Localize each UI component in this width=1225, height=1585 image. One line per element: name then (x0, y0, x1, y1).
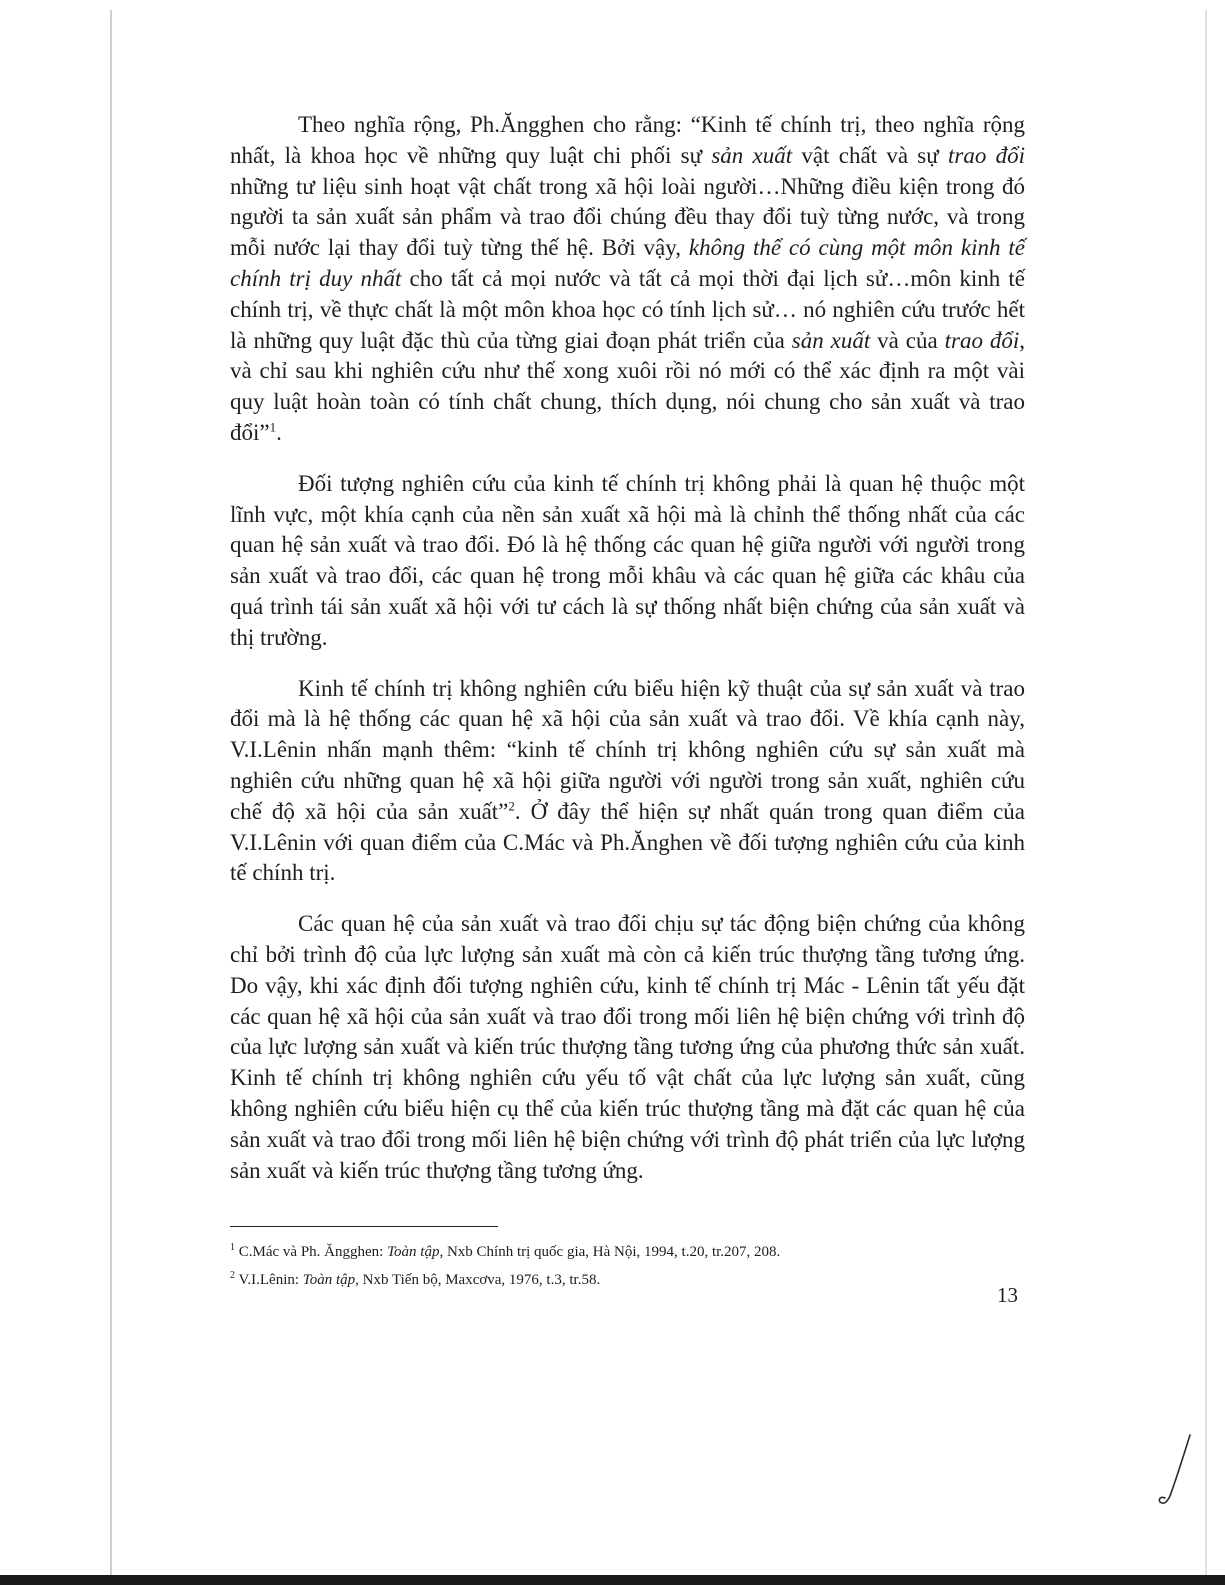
text-run: Các quan hệ của sản xuất và trao đổi chịu sự tác động biện chứng của không chỉ bởi trình độ của lực lượng sản xuất mà còn cả kiến trúc thượng tầng tương ứng. Do vậy, khi xác định đối tượng nghiên cứu, kinh tế chính trị Mác - Lênin tất yếu đặt các quan hệ xã hội của sản xuất và trao đổi trong mối liên hệ biện chứng với trình độ của lực lượng sản xuất và kiến trúc thượng tầng tương ứng của phương thức sản xuất. Kinh tế chính trị không nghiên cứu yếu tố vật chất của lực lượng sản xuất, cũng không nghiên cứu biểu hiện cụ thể của kiến trúc thượng tầng mà đặt các quan hệ của sản xuất và trao đổi trong mối liên hệ biện chứng với trình độ phát triển của lực lượng sản xuất và kiến trúc thượng tầng tương ứng. (230, 911, 1025, 1183)
text-run: và của (870, 327, 945, 353)
paragraph (230, 909, 1025, 1186)
paragraph (230, 674, 1025, 890)
italic-run: Toàn tập (302, 1272, 356, 1288)
handwritten-check-mark (1148, 1432, 1198, 1512)
italic-run: trao đổi (948, 142, 1025, 168)
paragraph (230, 110, 1025, 449)
italic-run: sản xuất (791, 327, 871, 353)
footnote-ref: 2 (508, 798, 515, 814)
text-run: . Ở đây thể hiện sự nhất quán trong quan điểm của V.I.Lênin với quan điểm của C.Mác và Ph.Ănghen về đối tượng nghiên cứu của kinh tế chính trị. (230, 798, 1026, 886)
text-run: Kinh tế chính trị không nghiên cứu biểu hiện kỹ thuật của sự sản xuất và trao đổi mà là hệ thống các quan hệ xã hội của sản xuất và trao đổi. Về khía cạnh này, V.I.Lênin nhấn mạnh thêm: “kinh tế chính trị không nghiên cứu sự sản xuất mà nghiên cứu những quan hệ xã hội giữa người với người trong sản xuất, nghiên cứu chế độ xã hội của sản xuất” (230, 675, 1025, 824)
text-run: Theo nghĩa rộng, Ph.Ăngghen cho rằng: “Kinh tế chính trị, theo nghĩa rộng nhất, là khoa học về những quy luật chi phối sự (230, 112, 1025, 168)
text-run: , Nxb Tiến bộ, Maxcơva, 1976, t.3, tr.58. (355, 1272, 601, 1288)
page-body (230, 110, 1025, 1206)
footnote-separator (230, 1226, 498, 1227)
text-run: , và chỉ sau khi nghiên cứu như thế xong xuôi rồi nó mới có thể xác định ra một vài quy luật hoàn toàn có tính chất chung, thích dụng, nói chung cho sản xuất và trao đổi” (230, 327, 1025, 445)
page-number: 13 (997, 1283, 1018, 1307)
text-run: Đối tượng nghiên cứu của kinh tế chính trị không phải là quan hệ thuộc một lĩnh vực, một khía cạnh của nền sản xuất xã hội mà là chỉnh thể thống nhất của các quan hệ sản xuất và trao đổi. Đó là hệ thống các quan hệ giữa người với người trong sản xuất và trao đổi, các quan hệ trong mỗi khâu và các quan hệ giữa các khâu của quá trình tái sản xuất xã hội với tư cách là sự thống nhất biện chứng của sản xuất và thị trường. (230, 470, 1025, 650)
text-run: C.Mác và Ph. Ăngghen: (235, 1244, 388, 1260)
italic-run: sản xuất (711, 142, 793, 168)
scan-edge-right (1205, 10, 1207, 1575)
text-run: vật chất và sự (792, 142, 948, 168)
paragraph (230, 469, 1025, 654)
footnote-ref: 2 (230, 1270, 235, 1281)
text-run: Nxb Chính trị quốc gia, Hà Nội, 1994, t.20, tr.207, 208. (443, 1244, 781, 1260)
italic-run: trao đổi (944, 327, 1020, 353)
footnote (230, 1264, 1025, 1292)
text-run: V.I.Lênin: (235, 1272, 303, 1288)
footnotes (230, 1236, 1025, 1292)
italic-run: không thể có cùng một môn kinh tế chính trị duy nhất (230, 235, 1025, 291)
text-run: cho tất cả mọi nước và tất cả mọi thời đại lịch sử…môn kinh tế chính trị, về thực chất là một môn khoa học có tính lịch sử… nó nghiên cứu trước hết là những quy luật đặc thù của từng giai đoạn phát triển của (230, 265, 1026, 353)
scan-bottom-edge (0, 1575, 1225, 1585)
footnote (230, 1236, 1025, 1264)
text-run: những tư liệu sinh hoạt vật chất trong xã hội loài người…Những điều kiện trong đó người ta sản xuất sản phẩm và trao đổi chúng đều thay đổi tuỳ từng nước, và trong mỗi nước lại thay đổi tuỳ từng thế hệ. Bởi vậy, (230, 173, 1025, 261)
scan-edge-left (110, 10, 112, 1575)
footnote-ref: 1 (230, 1242, 235, 1253)
text-run: . (276, 419, 282, 445)
italic-run: Toàn tập, (387, 1244, 444, 1260)
footnote-ref: 1 (269, 419, 277, 435)
